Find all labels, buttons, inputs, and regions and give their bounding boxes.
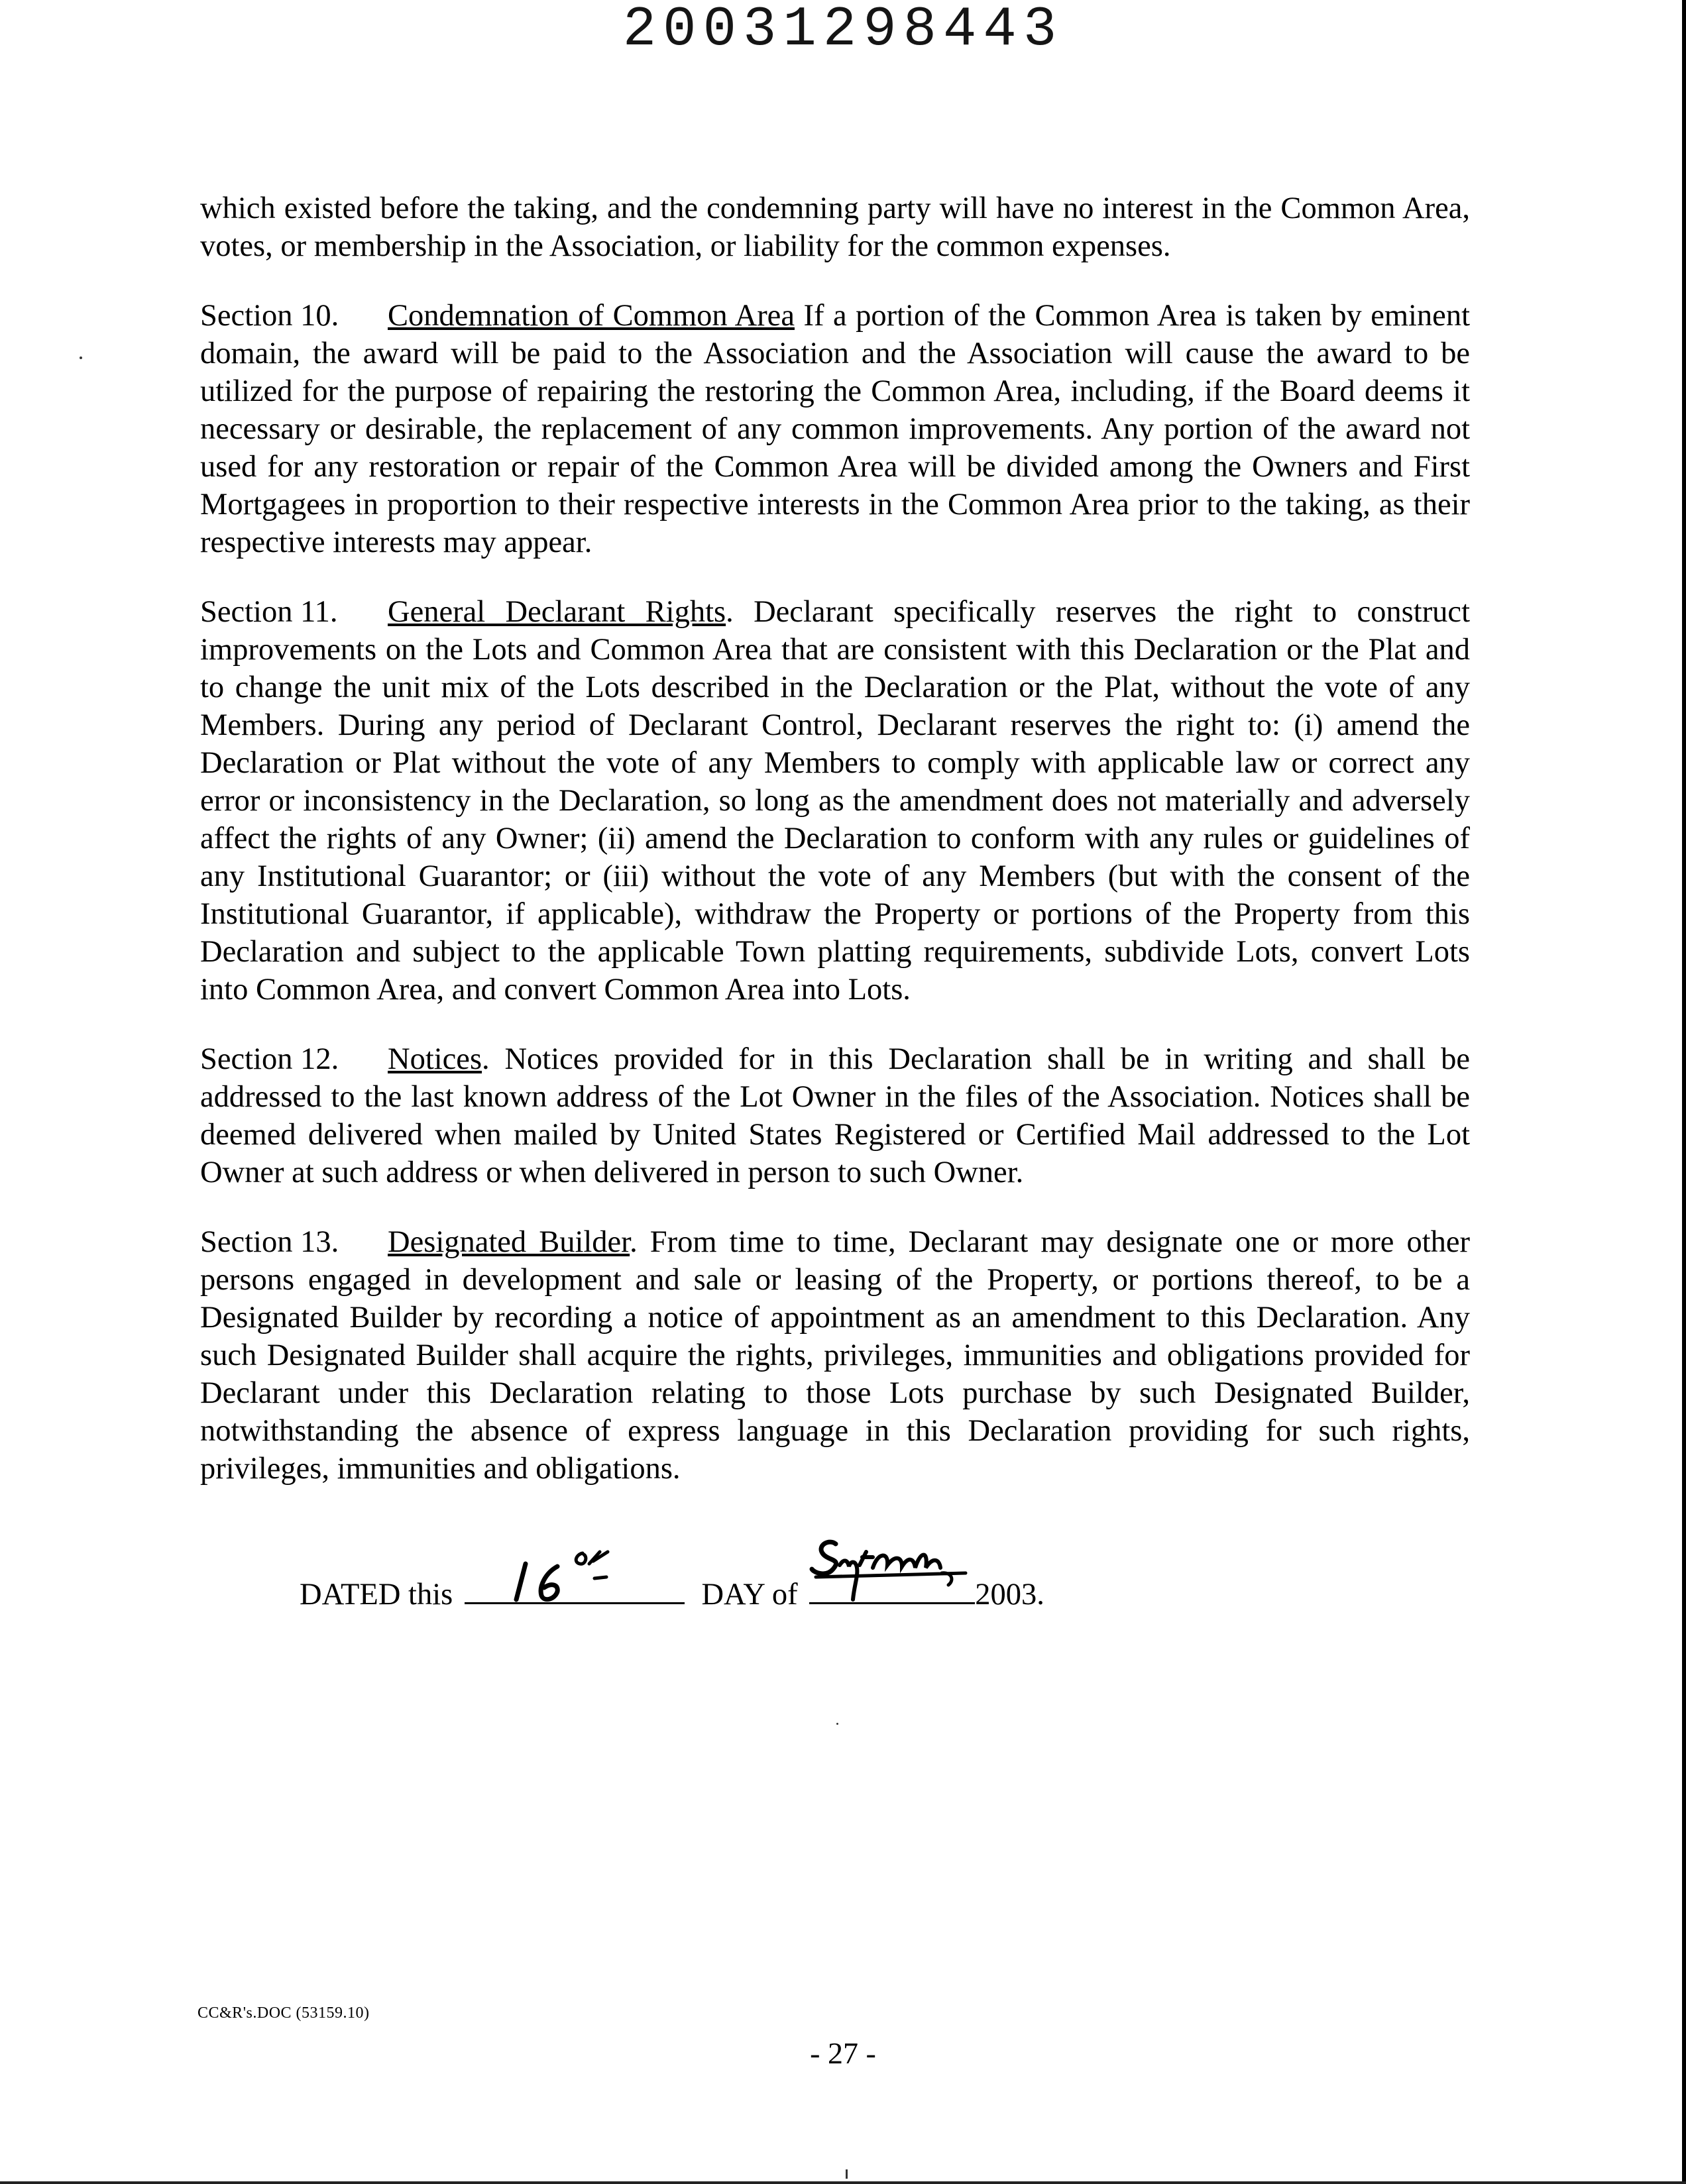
section-10-paragraph: [200, 297, 1470, 561]
scan-edge-right: [1682, 0, 1686, 2184]
dated-year: 2003.: [975, 1578, 1044, 1611]
section-11-paragraph: [200, 593, 1470, 1009]
document-body: [200, 190, 1470, 1519]
section-11-text: . Declarant specifically reserves the right to construct improvements on the Lots and Common Area that are consistent with this Declaration or the Plat and to change the unit mix of the Lots described in the Declaration or the Plat, without the vote of any Members. During any period of Declarant Control, Declarant reserves the right to: (i) amend the Declaration or Plat without the vote of any Members to comply with applicable law or correct any error or inconsistency in the Declaration, so long as the amendment does not materially and adversely affect the rights of any Owner; (ii) amend the Declaration to conform with any rules or guidelines of any Institutional Guarantor; or (iii) without the vote of any Members (but with the consent of the Institutional Guarantor, if applicable), withdraw the Property or portions of the Property from this Declaration and subject to the applicable Town platting requirements, subdivide Lots, convert Lots into Common Area, and convert Common Area into Lots.: [200, 595, 1470, 1007]
section-10-heading: Condemnation of Common Area: [388, 299, 795, 333]
section-12-text: . Notices provided for in this Declaration shall be in writing and shall be addressed to the last known address of the Lot Owner in the files of the Association. Notices shall be deemed delivered when mailed by United States Registered or Certified Mail addressed to the Lot Owner at such address or when delivered in person to such Owner.: [200, 1042, 1470, 1189]
section-13-text: . From time to time, Declarant may designate one or more other persons engaged in development and sale or leasing of the Property, or portions thereof, to be a Designated Builder by recording a notice of appointment as an amendment to this Declaration. Any such Designated Builder shall acquire the rights, privileges, immunities and obligations provided for Declarant under this Declaration relating to those Lots purchase by such Designated Builder, notwithstanding the absence of express language in this Declaration providing for such rights, privileges, immunities and obligations.: [200, 1225, 1471, 1486]
section-10-text: If a portion of the Common Area is taken by eminent domain, the award will be paid to the Association and the Association will cause the award to be utilized for the purpose of repairing the restoring the Common Area, including, if the Board deems it necessary or desirable, the replacement of any common improvements. Any portion of the award not used for any restoration or repair of the Common Area will be divided among the Owners and First Mortgagees in proportion to their respective interests in the Common Area prior to the taking, as their respective interests may appear.: [200, 299, 1470, 559]
section-10-label: Section 10.: [200, 299, 339, 333]
doc-code: CC&R's.DOC (53159.10): [197, 2004, 370, 2022]
section-13-heading: Designated Builder: [388, 1225, 630, 1259]
section-11-heading: General Declarant Rights: [388, 595, 726, 629]
page-number: - 27 -: [810, 2036, 876, 2070]
section-12-paragraph: [200, 1040, 1470, 1191]
intro-paragraph: which existed before the taking, and the condemning party will have no interest in the Common Area, votes, or membership in the Association, or liability for the common expenses.: [200, 191, 1470, 263]
section-13-label: Section 13.: [200, 1225, 339, 1259]
section-12-label: Section 12.: [200, 1042, 339, 1076]
recording-number: 20031298443: [622, 0, 1064, 62]
day-blank: [465, 1569, 685, 1604]
month-blank: [809, 1569, 975, 1604]
dated-line: [300, 1569, 1044, 1615]
day-handwriting: [465, 1552, 637, 1605]
section-13-paragraph: [200, 1223, 1470, 1488]
section-12-heading: Notices: [388, 1042, 482, 1076]
dated-middle: DAY of: [701, 1578, 798, 1611]
scan-edge-bottom: [0, 2181, 1686, 2184]
dated-prefix: DATED this: [300, 1578, 453, 1611]
scan-speck: [836, 1723, 838, 1725]
section-11-label: Section 11.: [200, 595, 338, 629]
scan-speck: [80, 356, 82, 359]
month-handwriting: [809, 1539, 982, 1605]
scan-speck: [846, 2169, 848, 2179]
